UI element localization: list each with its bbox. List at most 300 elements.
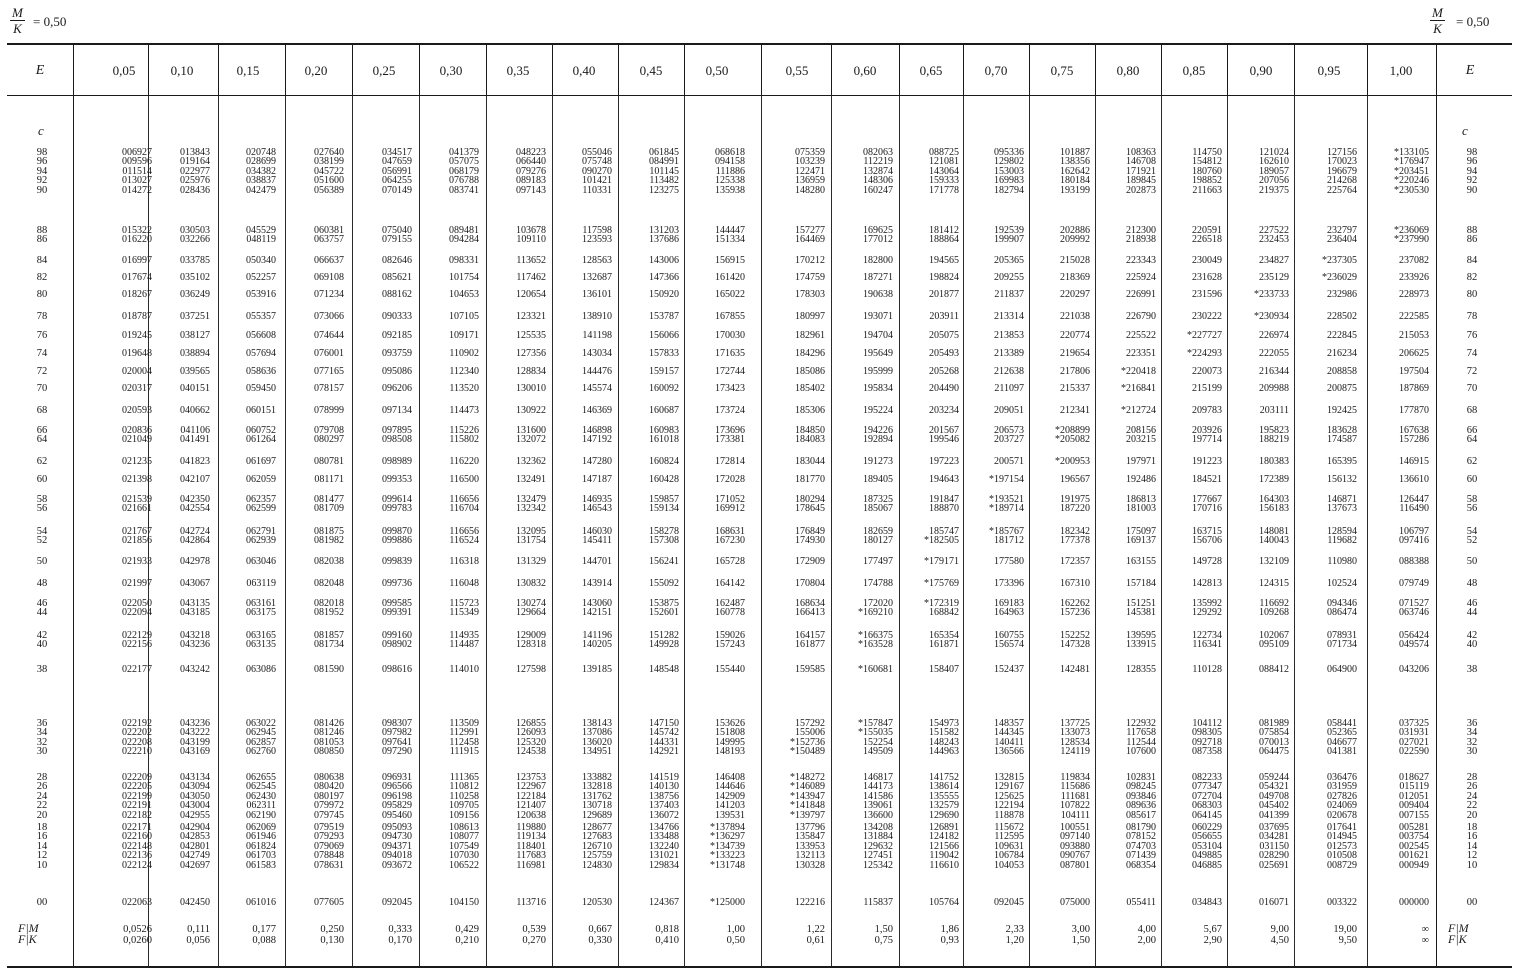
value-column bbox=[833, 148, 893, 195]
table-cell: 001621 bbox=[1399, 850, 1429, 862]
table-cell: 151251 bbox=[1126, 598, 1156, 609]
column-header: 0,80 bbox=[1116, 63, 1140, 78]
row-label: 20 bbox=[1466, 809, 1478, 821]
table-cell: *146089 bbox=[790, 781, 825, 793]
value-column bbox=[1030, 599, 1090, 618]
row-label: 72 bbox=[1466, 366, 1478, 377]
table-cell: 062655 bbox=[246, 772, 276, 783]
value-column bbox=[216, 823, 276, 870]
table-cell: 136610 bbox=[1399, 474, 1429, 485]
value-column bbox=[619, 898, 679, 907]
table-cell: 205075 bbox=[929, 330, 959, 341]
value-column bbox=[1162, 256, 1222, 265]
table-cell: 109156 bbox=[449, 809, 479, 821]
table-cell: 041379 bbox=[449, 147, 479, 158]
table-cell: 220073 bbox=[1192, 366, 1222, 377]
value-column bbox=[964, 367, 1024, 376]
table-cell: 043236 bbox=[180, 639, 210, 651]
value-column bbox=[1369, 226, 1429, 245]
value-column bbox=[899, 665, 959, 674]
value-column bbox=[833, 665, 893, 674]
value-column bbox=[1096, 226, 1156, 245]
table-cell: 226991 bbox=[1126, 289, 1156, 300]
table-cell: 142481 bbox=[1060, 664, 1090, 675]
table-cell: 118401 bbox=[516, 840, 546, 852]
value-column bbox=[352, 631, 412, 650]
row-label-right bbox=[1452, 773, 1492, 820]
value-column bbox=[1297, 557, 1357, 566]
table-cell: *237990 bbox=[1394, 234, 1429, 246]
table-cell: 113652 bbox=[516, 255, 546, 266]
value-column bbox=[1162, 475, 1222, 484]
value-column bbox=[216, 406, 276, 415]
value-column bbox=[150, 226, 210, 245]
value-column bbox=[833, 384, 893, 393]
e-label-right: E bbox=[1465, 63, 1475, 78]
fk-value: 0,61 bbox=[806, 935, 825, 946]
value-column bbox=[899, 457, 959, 466]
value-column bbox=[552, 665, 612, 674]
row-label: 16 bbox=[36, 831, 48, 843]
table-cell: 073066 bbox=[314, 311, 344, 322]
row-label-right bbox=[1452, 331, 1492, 340]
value-column bbox=[150, 406, 210, 415]
value-column bbox=[685, 665, 745, 674]
table-cell: 114750 bbox=[1192, 147, 1222, 158]
table-cell: 017674 bbox=[122, 272, 152, 283]
table-cell: 172389 bbox=[1259, 474, 1289, 485]
table-cell: 148306 bbox=[863, 175, 893, 187]
row-label: 32 bbox=[1466, 736, 1478, 748]
table-cell: 184083 bbox=[795, 434, 825, 446]
fk-value: 0,75 bbox=[874, 935, 893, 946]
table-cell: 092045 bbox=[382, 897, 412, 908]
table-cell: *208899 bbox=[1055, 425, 1090, 436]
table-cell: 228973 bbox=[1399, 289, 1429, 300]
table-cell: 192425 bbox=[1327, 405, 1357, 416]
table-cell: 233926 bbox=[1399, 272, 1429, 283]
value-column bbox=[1030, 426, 1090, 445]
value-column bbox=[419, 773, 479, 820]
table-cell: 115349 bbox=[449, 607, 479, 619]
table-cell: 122734 bbox=[1192, 630, 1222, 641]
table-cell: 063119 bbox=[246, 578, 276, 589]
table-cell: 153787 bbox=[649, 311, 679, 322]
table-cell: 181003 bbox=[1126, 503, 1156, 515]
value-column bbox=[284, 475, 344, 484]
value-column bbox=[765, 665, 825, 674]
table-cell: 081426 bbox=[314, 718, 344, 729]
table-cell: 152254 bbox=[863, 736, 893, 748]
table-cell: 194704 bbox=[863, 330, 893, 341]
table-cell: *143947 bbox=[790, 790, 825, 802]
table-cell: 020678 bbox=[1327, 809, 1357, 821]
table-cell: *133223 bbox=[710, 850, 745, 862]
row-label: 18 bbox=[1466, 822, 1478, 833]
table-cell: 016220 bbox=[122, 234, 152, 246]
table-cell: 219375 bbox=[1259, 184, 1289, 196]
table-cell: 003754 bbox=[1399, 831, 1429, 843]
table-cell: 129664 bbox=[516, 607, 546, 619]
value-column bbox=[833, 527, 893, 546]
column-header: 0,05 bbox=[112, 63, 136, 78]
table-cell: 048119 bbox=[246, 234, 276, 246]
table-cell: 053916 bbox=[246, 289, 276, 300]
table-cell: 071234 bbox=[314, 289, 344, 300]
table-cell: 080297 bbox=[314, 434, 344, 446]
table-cell: 164303 bbox=[1259, 494, 1289, 505]
value-column bbox=[284, 527, 344, 546]
value-column bbox=[964, 773, 1024, 820]
value-column bbox=[1229, 475, 1289, 484]
table-cell: 022202 bbox=[122, 727, 152, 739]
value-column bbox=[1369, 475, 1429, 484]
table-cell: 231628 bbox=[1192, 272, 1222, 283]
table-cell: 063135 bbox=[246, 639, 276, 651]
value-column bbox=[964, 898, 1024, 907]
table-cell: 123753 bbox=[516, 772, 546, 783]
row-label-right bbox=[1452, 226, 1492, 245]
table-cell: 016071 bbox=[1259, 897, 1289, 908]
value-column bbox=[284, 256, 344, 265]
table-cell: 161018 bbox=[649, 434, 679, 446]
row-label-left bbox=[22, 665, 62, 674]
value-column bbox=[1369, 631, 1429, 650]
table-cell: 149509 bbox=[863, 746, 893, 758]
table-cell: 147328 bbox=[1060, 639, 1090, 651]
table-cell: 042853 bbox=[180, 831, 210, 843]
table-cell: 098245 bbox=[1126, 781, 1156, 793]
table-cell: 066440 bbox=[516, 156, 546, 168]
table-cell: 209051 bbox=[994, 405, 1024, 416]
table-cell: 068618 bbox=[715, 147, 745, 158]
table-cell: 161420 bbox=[715, 272, 745, 283]
value-column bbox=[619, 290, 679, 299]
table-cell: 159026 bbox=[715, 630, 745, 641]
table-cell: 140043 bbox=[1259, 535, 1289, 547]
value-column bbox=[964, 599, 1024, 618]
value-column bbox=[1369, 898, 1429, 907]
value-column bbox=[150, 457, 210, 466]
value-column bbox=[284, 557, 344, 566]
table-cell: 043236 bbox=[180, 718, 210, 729]
fm-value: 2,33 bbox=[1005, 924, 1024, 935]
table-cell: 019245 bbox=[122, 330, 152, 341]
value-column bbox=[964, 349, 1024, 358]
value-column bbox=[552, 475, 612, 484]
value-column bbox=[1229, 256, 1289, 265]
table-cell: 181712 bbox=[994, 535, 1024, 547]
value-column bbox=[1229, 426, 1289, 445]
table-cell: 056991 bbox=[382, 165, 412, 177]
table-cell: 131762 bbox=[582, 790, 612, 802]
table-cell: 027826 bbox=[1327, 790, 1357, 802]
value-column bbox=[1369, 599, 1429, 618]
table-cell: 037251 bbox=[180, 311, 210, 322]
table-cell: 197504 bbox=[1399, 366, 1429, 377]
table-cell: 092718 bbox=[1192, 736, 1222, 748]
table-cell: 081734 bbox=[314, 639, 344, 651]
column-header: 0,65 bbox=[919, 63, 943, 78]
value-column bbox=[92, 475, 152, 484]
row-label-right bbox=[1452, 631, 1492, 650]
table-cell: 145742 bbox=[649, 727, 679, 739]
table-cell: 129167 bbox=[994, 781, 1024, 793]
table-cell: 062357 bbox=[246, 494, 276, 505]
table-cell: 162487 bbox=[715, 598, 745, 609]
value-column bbox=[833, 557, 893, 566]
table-cell: 096206 bbox=[382, 383, 412, 394]
table-cell: 031931 bbox=[1399, 727, 1429, 739]
value-column bbox=[833, 331, 893, 340]
table-cell: 129009 bbox=[516, 630, 546, 641]
table-cell: 128834 bbox=[516, 366, 546, 377]
table-cell: *236069 bbox=[1394, 225, 1429, 236]
table-cell: 146935 bbox=[582, 494, 612, 505]
table-cell: 022199 bbox=[122, 790, 152, 802]
table-cell: 064900 bbox=[1327, 664, 1357, 675]
value-column bbox=[352, 349, 412, 358]
table-cell: 182659 bbox=[863, 526, 893, 537]
value-column bbox=[284, 273, 344, 282]
table-cell: 075040 bbox=[382, 225, 412, 236]
table-cell: 148193 bbox=[715, 746, 745, 758]
value-column bbox=[1096, 290, 1156, 299]
value-column bbox=[352, 599, 412, 618]
row-label: 34 bbox=[36, 727, 48, 739]
row-label-left bbox=[22, 579, 62, 588]
table-cell: 020748 bbox=[246, 147, 276, 158]
value-column bbox=[1297, 349, 1357, 358]
table-cell: 188864 bbox=[929, 234, 959, 246]
fm-fk-cell bbox=[1162, 924, 1222, 946]
value-column bbox=[1030, 631, 1090, 650]
table-cell: 212300 bbox=[1126, 225, 1156, 236]
table-cell: 160824 bbox=[649, 456, 679, 467]
value-column bbox=[552, 426, 612, 445]
table-cell: 192486 bbox=[1126, 474, 1156, 485]
table-cell: 155440 bbox=[715, 664, 745, 675]
table-cell: 075748 bbox=[582, 156, 612, 168]
table-cell: 106522 bbox=[449, 859, 479, 871]
table-cell: *224293 bbox=[1187, 348, 1222, 359]
row-label: 98 bbox=[36, 147, 48, 158]
value-column bbox=[899, 349, 959, 358]
table-cell: 062945 bbox=[246, 727, 276, 739]
table-cell: 136020 bbox=[582, 736, 612, 748]
table-cell: 021661 bbox=[122, 503, 152, 515]
table-cell: 063165 bbox=[246, 630, 276, 641]
value-column bbox=[92, 312, 152, 321]
value-column bbox=[150, 273, 210, 282]
column-divider bbox=[73, 45, 74, 966]
value-column bbox=[833, 495, 893, 514]
value-column bbox=[284, 599, 344, 618]
table-cell: 136101 bbox=[582, 289, 612, 300]
row-label: 62 bbox=[36, 456, 48, 467]
value-column bbox=[685, 457, 745, 466]
fm-value: 9,00 bbox=[1270, 924, 1289, 935]
value-column bbox=[1096, 273, 1156, 282]
value-column bbox=[352, 823, 412, 870]
value-column bbox=[1096, 579, 1156, 588]
table-cell: 081952 bbox=[314, 607, 344, 619]
table-cell: 145411 bbox=[582, 535, 612, 547]
table-cell: 042107 bbox=[180, 474, 210, 485]
table-cell: 099585 bbox=[382, 598, 412, 609]
value-column bbox=[964, 665, 1024, 674]
table-cell: 116048 bbox=[449, 578, 479, 589]
table-cell: 187869 bbox=[1399, 383, 1429, 394]
fk-value: 9,50 bbox=[1338, 935, 1357, 946]
table-cell: 171052 bbox=[715, 494, 745, 505]
table-cell: 232986 bbox=[1327, 289, 1357, 300]
row-label-left bbox=[22, 290, 62, 299]
row-label-right bbox=[1452, 599, 1492, 618]
table-cell: 212341 bbox=[1060, 405, 1090, 416]
table-cell: 111681 bbox=[1060, 790, 1090, 802]
value-column bbox=[216, 665, 276, 674]
value-column bbox=[284, 148, 344, 195]
table-cell: 132362 bbox=[516, 456, 546, 467]
row-label: 36 bbox=[1466, 718, 1478, 729]
value-column bbox=[284, 665, 344, 674]
table-cell: 024069 bbox=[1327, 800, 1357, 812]
value-column bbox=[419, 384, 479, 393]
table-cell: *163528 bbox=[858, 639, 893, 651]
table-cell: 078631 bbox=[314, 859, 344, 871]
table-cell: 025691 bbox=[1259, 859, 1289, 871]
table-cell: 057075 bbox=[449, 156, 479, 168]
table-cell: 104053 bbox=[994, 859, 1024, 871]
table-cell: 022208 bbox=[122, 736, 152, 748]
value-column bbox=[1297, 599, 1357, 618]
fk-value: 0,50 bbox=[726, 935, 745, 946]
table-cell: 022210 bbox=[122, 746, 152, 758]
value-column bbox=[486, 773, 546, 820]
column-header: 0,30 bbox=[439, 63, 463, 78]
value-column bbox=[685, 579, 745, 588]
value-column bbox=[685, 495, 745, 514]
value-column bbox=[685, 273, 745, 282]
value-column bbox=[765, 527, 825, 546]
table-cell: 180383 bbox=[1259, 456, 1289, 467]
table-cell: 006927 bbox=[122, 147, 152, 158]
row-label: 82 bbox=[1466, 272, 1478, 283]
table-cell: 043094 bbox=[180, 781, 210, 793]
table-cell: 116692 bbox=[1259, 598, 1289, 609]
table-cell: 095336 bbox=[994, 147, 1024, 158]
row-label-left bbox=[22, 256, 62, 265]
value-column bbox=[1297, 475, 1357, 484]
table-cell: 101754 bbox=[449, 272, 479, 283]
table-cell: 070013 bbox=[1259, 736, 1289, 748]
table-cell: 158278 bbox=[649, 526, 679, 537]
value-column bbox=[1030, 457, 1090, 466]
value-column bbox=[619, 495, 679, 514]
table-cell: 055411 bbox=[1126, 897, 1156, 908]
table-cell: 119834 bbox=[1060, 772, 1090, 783]
table-cell: 116610 bbox=[929, 859, 959, 871]
table-cell: 168842 bbox=[929, 607, 959, 619]
value-column bbox=[552, 631, 612, 650]
table-cell: 147187 bbox=[582, 474, 612, 485]
value-column bbox=[419, 665, 479, 674]
table-cell: 151582 bbox=[929, 727, 959, 739]
value-column bbox=[1229, 148, 1289, 195]
value-column bbox=[833, 631, 893, 650]
table-cell: 119042 bbox=[929, 850, 959, 862]
table-cell: 063175 bbox=[246, 607, 276, 619]
value-column bbox=[1229, 406, 1289, 415]
row-label-left bbox=[22, 349, 62, 358]
table-cell: 022205 bbox=[122, 781, 152, 793]
value-column bbox=[765, 495, 825, 514]
value-column bbox=[964, 226, 1024, 245]
value-column bbox=[899, 631, 959, 650]
table-cell: 155092 bbox=[649, 578, 679, 589]
row-label: 70 bbox=[1466, 383, 1478, 394]
table-cell: 226790 bbox=[1126, 311, 1156, 322]
table-cell: *203451 bbox=[1394, 165, 1429, 177]
value-column bbox=[552, 527, 612, 546]
value-column bbox=[964, 823, 1024, 870]
value-column bbox=[685, 823, 745, 870]
table-cell: 178645 bbox=[795, 503, 825, 515]
table-cell: 136072 bbox=[649, 809, 679, 821]
value-column bbox=[352, 557, 412, 566]
table-cell: 099870 bbox=[382, 526, 412, 537]
row-label: 88 bbox=[1466, 225, 1478, 236]
table-cell: 111886 bbox=[715, 165, 745, 177]
fm-fk-cell bbox=[150, 924, 210, 946]
table-cell: 211837 bbox=[994, 289, 1024, 300]
value-column bbox=[552, 557, 612, 566]
value-column bbox=[419, 367, 479, 376]
row-label-right bbox=[1452, 527, 1492, 546]
table-cell: 223351 bbox=[1126, 348, 1156, 359]
table-cell: 205365 bbox=[994, 255, 1024, 266]
table-cell: 080781 bbox=[314, 456, 344, 467]
value-column bbox=[1297, 898, 1357, 907]
row-label-right bbox=[1452, 426, 1492, 445]
value-column bbox=[552, 773, 612, 820]
value-column bbox=[685, 773, 745, 820]
value-column bbox=[552, 719, 612, 757]
table-cell: *141848 bbox=[790, 800, 825, 812]
table-cell: 132579 bbox=[929, 800, 959, 812]
fm-fk-cell bbox=[899, 924, 959, 946]
value-column bbox=[216, 331, 276, 340]
value-column bbox=[899, 823, 959, 870]
table-cell: 123321 bbox=[516, 311, 546, 322]
row-label: 60 bbox=[36, 474, 48, 485]
table-cell: 099886 bbox=[382, 535, 412, 547]
value-column bbox=[419, 331, 479, 340]
value-column bbox=[619, 823, 679, 870]
row-label: 56 bbox=[36, 503, 48, 515]
table-cell: 198824 bbox=[929, 272, 959, 283]
rule-header-bottom bbox=[7, 95, 1512, 96]
value-column bbox=[1229, 273, 1289, 282]
table-cell: 014272 bbox=[122, 184, 152, 196]
table-cell: 177012 bbox=[863, 234, 893, 246]
table-cell: 195999 bbox=[863, 366, 893, 377]
table-cell: 146369 bbox=[582, 405, 612, 416]
fm-value: 0,539 bbox=[522, 924, 546, 935]
table-cell: 042904 bbox=[180, 822, 210, 833]
value-column bbox=[92, 367, 152, 376]
